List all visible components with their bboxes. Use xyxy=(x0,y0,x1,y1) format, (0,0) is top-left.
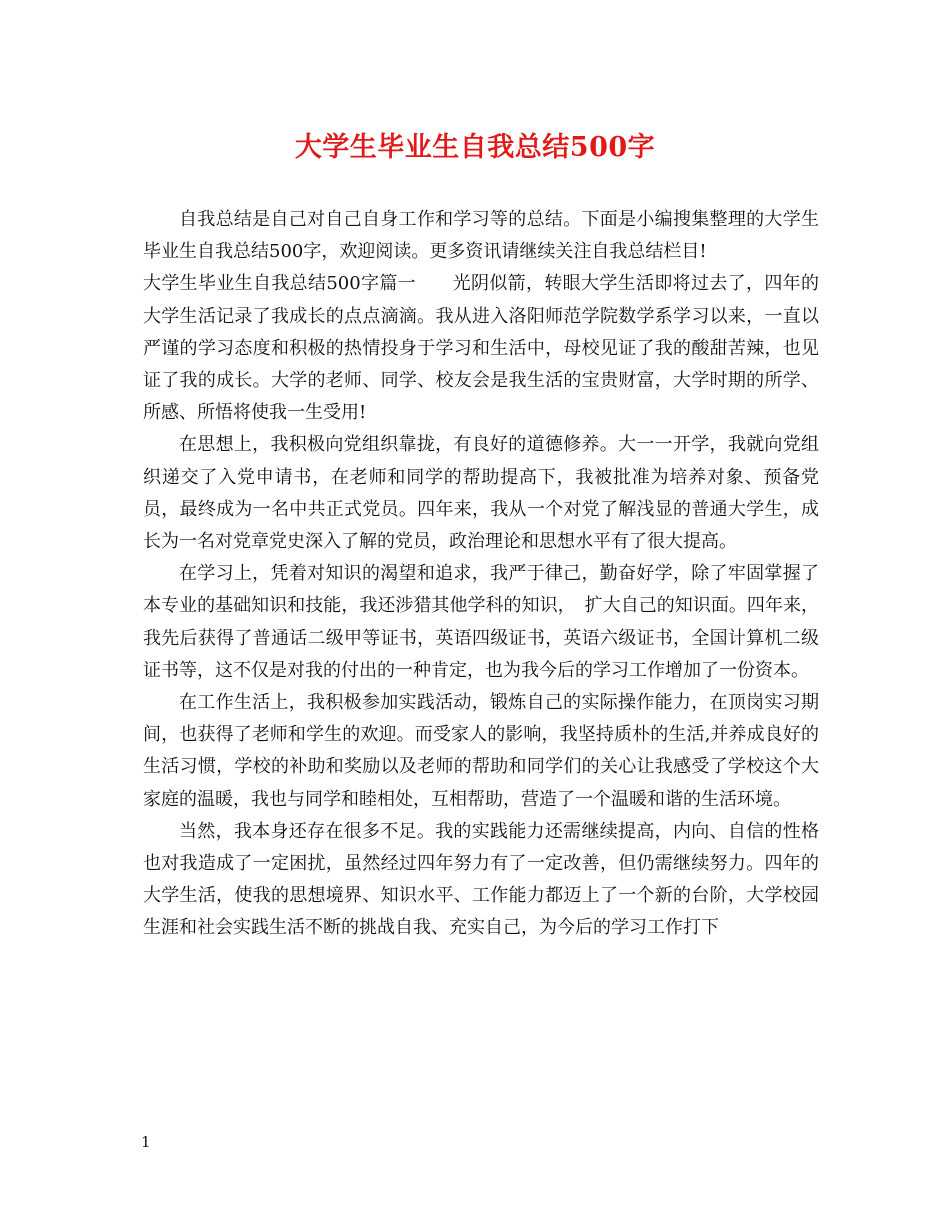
paragraph-section-one: 大学生毕业生自我总结500字篇一 光阴似箭，转眼大学生活即将过去了，四年的大学生活记录了我成长的点点滴滴。我从进入洛阳师范学院数学系学习以来，一直以严谨的学习态度和积极的热情投身于学习和生活中，母校见证了我的酸甜苦辣，也见证了我的成长。大学的老师、同学、校友会是我生活的宝贵财富，大学时期的所学、所感、所悟将使我一生受用! xyxy=(143,273,819,424)
paragraph-shortcomings: 当然，我本身还存在很多不足。我的实践能力还需继续提高，内向、自信的性格也对我造成了一定困扰，虽然经过四年努力有了一定改善，但仍需继续努力。四年的大学生活，使我的思想境界、知识水平、工作能力都迈上了一个新的台阶，大学校园生涯和社会实践生活不断的挑战自我、充实自己，为今后的学习工作打下 xyxy=(143,820,819,939)
paragraph-work-life: 在工作生活上，我积极参加实践活动，锻炼自己的实际操作能力，在顶岗实习期间，也获得了老师和学生的欢迎。而受家人的影响，我坚持质朴的生活,并养成良好的生活习惯，学校的补助和奖励以及老师的帮助和同学们的关心让我感受了学校这个大家庭的温暖，我也与同学和睦相处，互相帮助，营造了一个温暖和谐的生活环境。 xyxy=(143,692,819,810)
paragraph-intro: 自我总结是自己对自己自身工作和学习等的总结。下面是小编搜集整理的大学生毕业生自我总结500字，欢迎阅读。更多资讯请继续关注自我总结栏目! xyxy=(143,209,819,263)
document-body xyxy=(143,204,819,945)
document-title: 大学生毕业生自我总结500字 xyxy=(294,132,656,163)
paragraph-study: 在学习上，凭着对知识的渴望和追求，我严于律己，勤奋好学，除了牢固掌握了本专业的基础知识和技能，我还涉猎其他学科的知识， 扩大自己的知识面。四年来，我先后获得了普通话二级甲等证书，英语四级证书，英语六级证书，全国计算机二级证书等，这不仅是对我的付出的一种肯定，也为我今后的学习工作增加了一份资本。 xyxy=(143,563,819,681)
page-number: 1 xyxy=(141,1133,151,1151)
paragraph-thought: 在思想上，我积极向党组织靠拢，有良好的道德修养。大一一开学，我就向党组织递交了入党申请书，在老师和同学的帮助提高下，我被批准为培养对象、预备党员，最终成为一名中共正式党员。四年来，我从一个对党了解浅显的普通大学生，成长为一名对党章党史深入了解的党员，政治理论和思想水平有了很大提高。 xyxy=(143,434,819,553)
